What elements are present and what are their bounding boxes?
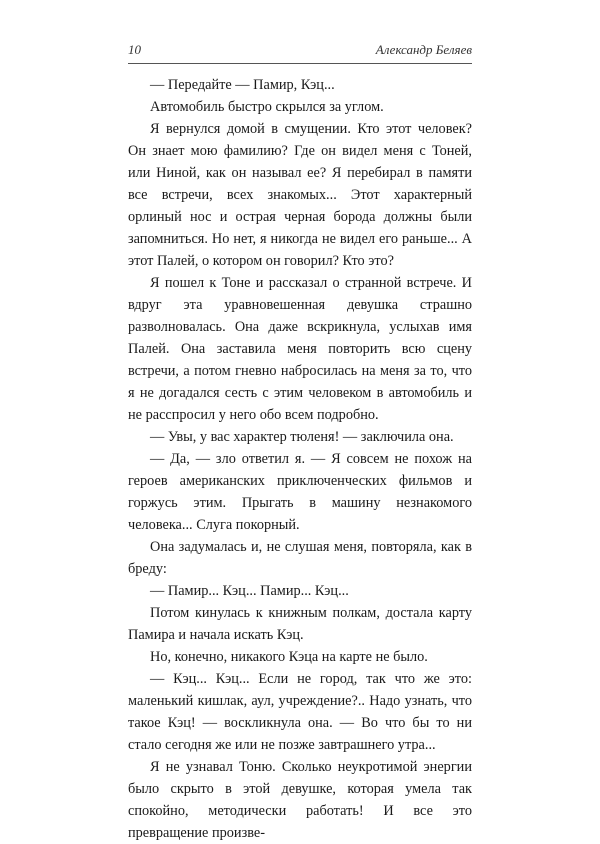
page-number: 10 bbox=[128, 42, 141, 57]
header-rule bbox=[128, 63, 472, 64]
paragraph: Автомобиль быстро скрылся за углом. bbox=[150, 99, 384, 115]
author-name: Александр Беляев bbox=[375, 42, 472, 57]
paragraph: Я вернулся домой в смущении. Кто этот человек? Он знает мою фамилию? Где он видел меня с Тоней, или Ниной, как он называл ее? Я перебирал в памяти все встречи, всех знакомых... Этот характерный орлиный нос и острая черная борода должны были запомниться. Но нет, я никогда не видел его раньше... А этот Палей, о котором он говорил? Кто это? bbox=[128, 121, 472, 269]
paragraph: — Передайте — Памир, Кэц... bbox=[150, 77, 335, 93]
paragraph: Она задумалась и, не слушая меня, повторяла, как в бреду: bbox=[128, 539, 472, 577]
paragraph: Потом кинулась к книжным полкам, достала карту Памира и начала искать Кэц. bbox=[128, 605, 472, 643]
paragraph: — Да, — зло ответил я. — Я совсем не похож на героев американских приключенческих фильмов и горжусь этим. Прыгать в машину незнакомого человека... Слуга покорный. bbox=[128, 451, 472, 533]
body-text bbox=[128, 74, 472, 844]
paragraph: Я пошел к Тоне и рассказал о странной встрече. И вдруг эта уравновешенная девушка страшно разволновалась. Она даже вскрикнула, услыхав имя Палей. Она заставила меня повторить всю сцену встречи, а потом гневно набросилась на меня за то, что я не догадался сесть с этим человеком в автомобиль и не расспросил у него обо всем подробно. bbox=[128, 275, 472, 423]
running-header bbox=[128, 42, 472, 60]
paragraph: Но, конечно, никакого Кэца на карте не было. bbox=[150, 649, 428, 665]
paragraph: — Увы, у вас характер тюленя! — заключила она. bbox=[150, 429, 454, 445]
paragraph: — Кэц... Кэц... Если не город, так что же это: маленький кишлак, аул, учреждение?.. Надо узнать, что такое Кэц! — воскликнула она. — Во что бы то ни стало сегодня же или не позже завтрашнего утра... bbox=[128, 671, 472, 753]
paragraph: Я не узнавал Тоню. Сколько неукротимой энергии было скрыто в этой девушке, которая умела так спокойно, методически работать! И все это превращение произве- bbox=[128, 759, 472, 841]
paragraph: — Памир... Кэц... Памир... Кэц... bbox=[150, 583, 349, 599]
